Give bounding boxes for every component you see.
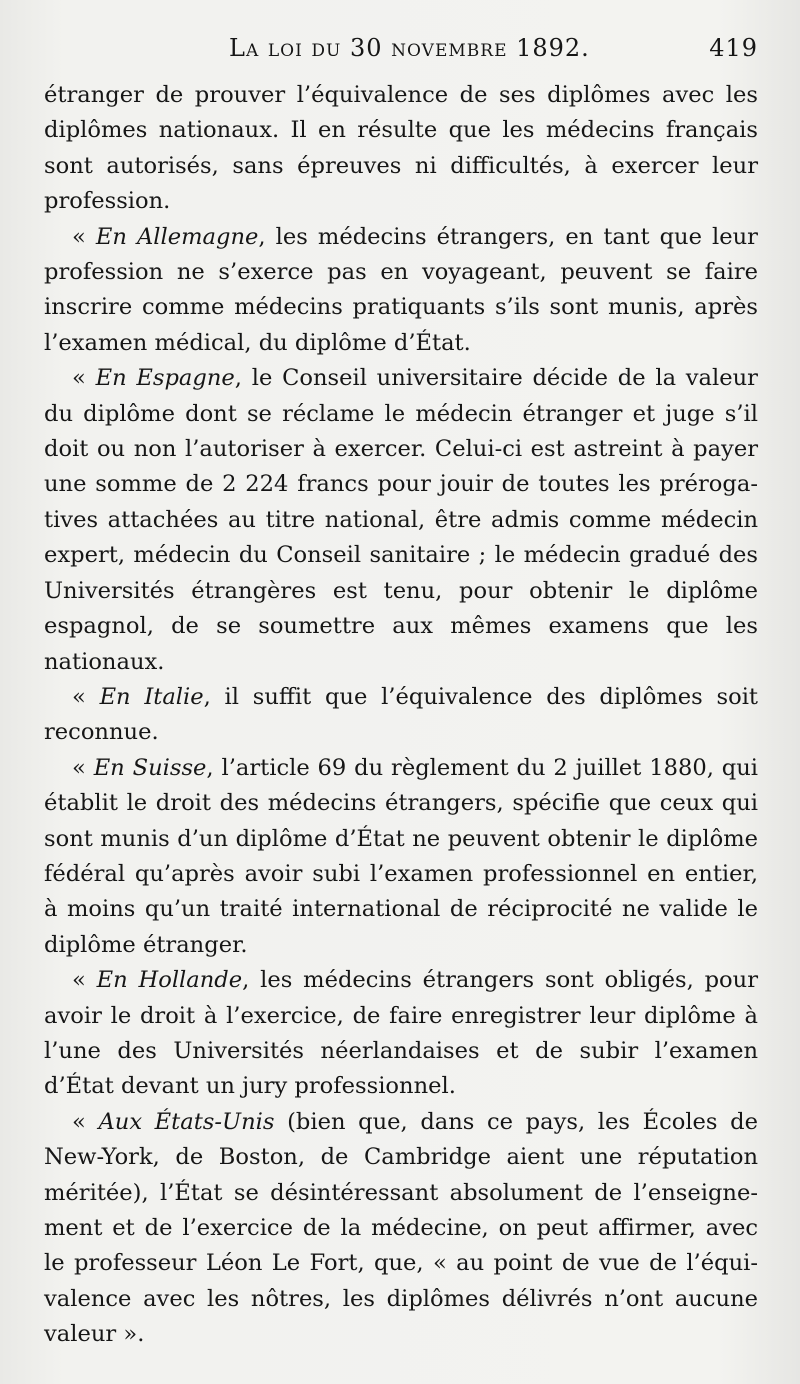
text-run: , il suffit que l’équivalence des diplômes soit reconnue. <box>44 683 758 746</box>
country-name: En Italie <box>99 683 204 710</box>
text-run: « <box>72 967 97 994</box>
paragraph-allemagne <box>44 220 758 362</box>
country-name: En Suisse <box>93 754 207 781</box>
text-run: , les médecins étrangers, en tant que leur profession ne s’exerce pas en voyageant, peuvent se faire inscrire comme médecins pratiquants s’ils sont munis, après l’examen médical, du diplôme d’État. <box>44 223 758 356</box>
paragraph-continuation <box>44 78 758 220</box>
body-text <box>44 78 758 1353</box>
country-name: En Espagne <box>95 365 235 392</box>
text-run: , le Conseil universitaire décide de la valeur du diplôme dont se réclame le médecin étranger et juge s’il doit ou non l’autoriser à exercer. Celui-ci est astreint à payer une somme de 2 224 francs pour jouir de toutes les prérogatives attachées au titre national, être admis comme médecin expert, médecin du Conseil sanitaire ; le médecin gradué des Universités étrangères est tenu, pour obtenir le diplôme espagnol, de se soumettre aux mêmes examens que les nationaux. <box>44 365 758 675</box>
running-title: La loi du 30 novembre 1892. <box>229 34 590 62</box>
paragraph-suisse <box>44 751 758 963</box>
paragraph-hollande <box>44 963 758 1105</box>
paragraph-espagne <box>44 361 758 680</box>
country-name: En Hollande <box>96 967 243 994</box>
text-run: , l’article 69 du règlement du 2 juillet 1880, qui établit le droit des médecins étrangers, spécifie que ceux qui sont munis d’un diplôme d’État ne peuvent obtenir le diplôme fédéral qu’après avoir subi l’examen professionnel en entier, à moins qu’un traité international de réciprocité ne valide le diplôme étranger. <box>44 754 758 958</box>
paragraph-etats-unis <box>44 1105 758 1353</box>
text-run: « <box>72 365 96 392</box>
text-run: « <box>72 223 96 250</box>
country-name: En Allemagne <box>95 223 259 250</box>
text-run: , les médecins étrangers sont obligés, pour avoir le droit à l’exercice, de faire enregistrer leur diplôme à l’une des Universités néerlandaises et de subir l’examen d’État devant un jury professionnel. <box>44 967 758 1100</box>
text-run: « <box>72 1108 99 1135</box>
text-run: (bien que, dans ce pays, les Écoles de New-York, de Boston, de Cambridge aient une réputation méritée), l’État se désintéressant absolument de l’enseignement et de l’exercice de la médecine, on peut affirmer, avec le professeur Léon Le Fort, que, « au point de vue de l’équivalence avec les nôtres, les diplômes délivrés n’ont aucune valeur ». <box>44 1108 758 1348</box>
paragraph-italie <box>44 680 758 751</box>
running-head <box>44 34 758 72</box>
country-name: Aux États-Unis <box>98 1108 275 1135</box>
text-run: « <box>72 683 100 710</box>
page-number: 419 <box>709 34 758 62</box>
text-run: étranger de prouver l’équivalence de ses diplômes avec les diplômes nationaux. Il en résulte que les médecins français sont autorisés, sans épreuves ni difficultés, à exercer leur profession. <box>44 82 758 215</box>
text-run: « <box>72 754 94 781</box>
